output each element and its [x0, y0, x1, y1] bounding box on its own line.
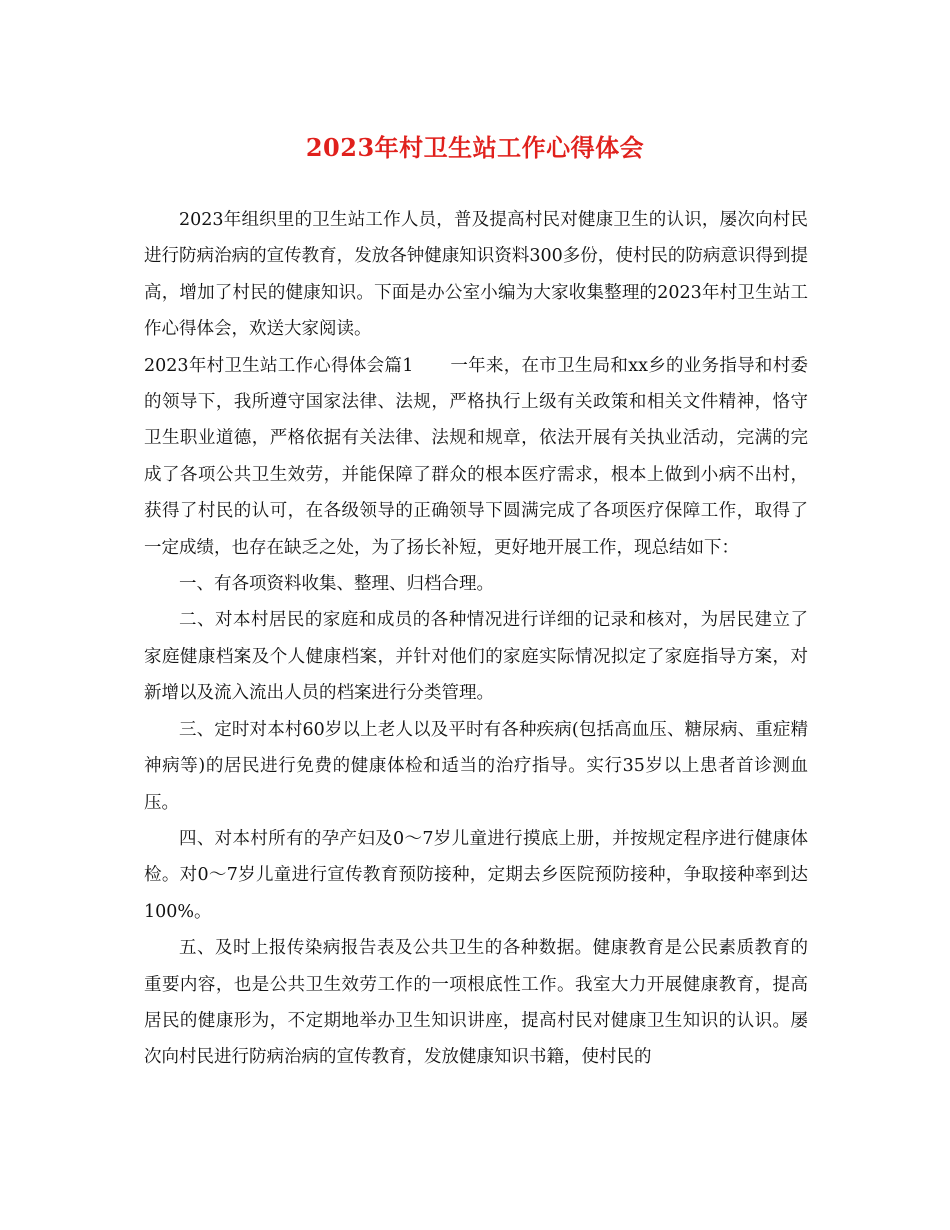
document-title: 2023年村卫生站工作心得体会	[305, 133, 645, 162]
list-item: 五、及时上报传染病报告表及公共卫生的各种数据。健康教育是公民素质教育的重要内容，也是公共卫生效劳工作的一项根底性工作。我室大力开展健康教育，提高居民的健康形为，不定期地举办卫生知识讲座，提高村民对健康卫生知识的认识。屡次向村民进行防病治病的宣传教育，发放健康知识书籍，使村民的	[144, 938, 808, 1068]
list-item: 二、对本村居民的家庭和成员的各种情况进行详细的记录和核对，为居民建立了家庭健康档案及个人健康档案，并针对他们的家庭实际情况拟定了家庭指导方案，对新增以及流入流出人员的档案进行分类管理。	[144, 610, 808, 704]
list-item: 一、有各项资料收集、整理、归档合理。	[179, 574, 494, 595]
section-paragraph	[144, 348, 808, 566]
intro-paragraph: 2023年组织里的卫生站工作人员，普及提高村民对健康卫生的认识，屡次向村民进行防病治病的宣传教育，发放各钟健康知识资料300多份，使村民的防病意识得到提高，增加了村民的健康知识。下面是办公室小编为大家收集整理的2023年村卫生站工作心得体会，欢送大家阅读。	[144, 210, 808, 340]
document-body	[144, 202, 808, 1076]
list-item: 三、定时对本村60岁以上老人以及平时有各种疾病(包括高血压、糖尿病、重症精神病等)的居民进行免费的健康体检和适当的治疗指导。实行35岁以上患者首诊测血压。	[144, 719, 808, 813]
section-opening-text: 一年来，在市卫生局和xx乡的业务指导和村委的领导下，我所遵守国家法律、法规，严格执行上级有关政策和相关文件精神，恪守卫生职业道德，严格依据有关法律、法规和规章，依法开展有关执业活动，完满的完成了各项公共卫生效劳，并能保障了群众的根本医疗需求，根本上做到小病不出村，获得了村民的认可，在各级领导的正确领导下圆满完成了各项医疗保障工作，取得了一定成绩，也存在缺乏之处，为了扬长补短，更好地开展工作，现总结如下：	[144, 355, 809, 558]
section-heading: 2023年村卫生站工作心得体会篇1	[144, 355, 414, 376]
list-item: 四、对本村所有的孕产妇及0～7岁儿童进行摸底上册，并按规定程序进行健康体检。对0～7岁儿童进行宣传教育预防接种，定期去乡医院预防接种，争取接种率到达100%。	[144, 828, 808, 922]
